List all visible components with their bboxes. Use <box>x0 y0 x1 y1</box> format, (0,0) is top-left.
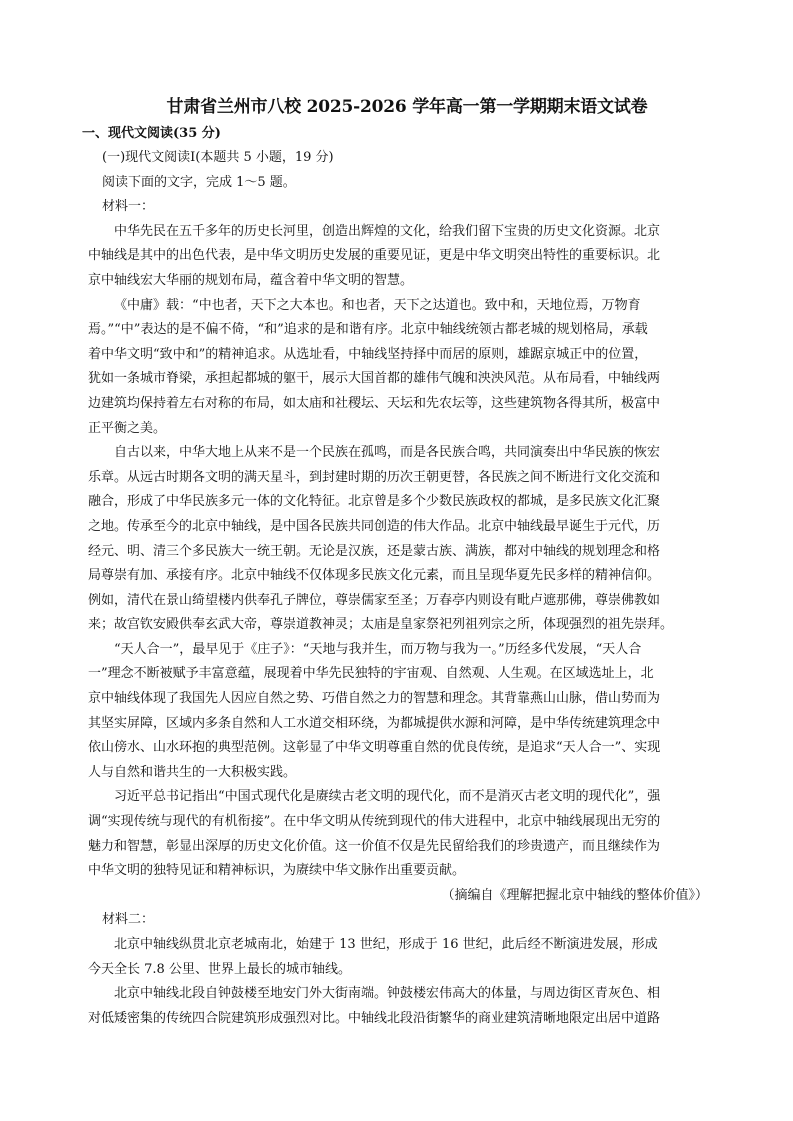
material-two-paragraph-2 <box>88 982 708 1031</box>
text-line: 例如，清代在景山绮望楼内供奉孔子牌位，尊崇儒家至圣；万春亭内则设有毗卢遮那佛，尊崇佛教如 <box>88 592 661 608</box>
material-one-paragraph-3 <box>88 441 708 638</box>
text-line: 融合，形成了中华民族多元一体的文化特征。北京曾是多个少数民族政权的都城，是多民族文化汇聚 <box>88 494 661 510</box>
text-line: 中华文明的独特见证和精神标识，为赓续中华文脉作出重要贡献。 <box>88 863 466 879</box>
material-one-label: 材料一： <box>102 199 155 215</box>
instruction-text: 阅读下面的文字，完成 1～5 题。 <box>102 174 296 190</box>
material-one-paragraph-1 <box>88 220 708 294</box>
material-one-source: （摘编自《理解把握北京中轴线的整体价值》） <box>441 887 708 903</box>
text-line: 北京中轴线纵贯北京老城南北，始建于 13 世纪，形成于 16 世纪，此后经不断演进发展，形成 <box>114 937 658 952</box>
text-line: 《中庸》载：“中也者，天下之大本也。和也者，天下之达道也。致中和，天地位焉，万物育 <box>114 297 641 313</box>
material-two-paragraph-1 <box>88 933 708 982</box>
text-line: 京中轴线宏大华丽的规划布局，蕴含着中华文明的智慧。 <box>88 272 414 288</box>
text-line: 正平衡之美。 <box>88 420 167 436</box>
document-page <box>82 96 708 1031</box>
text-line: 人与自然和谐共生的一大积极实践。 <box>88 764 297 780</box>
material-one-paragraph-2 <box>88 294 708 442</box>
document-title: 甘肃省兰州市八校 2025-2026 学年高一第一学期期末语文试卷 <box>166 97 648 117</box>
material-one-paragraph-5 <box>88 785 708 883</box>
text-line: 自古以来，中华大地上从来不是一个民族在孤鸣，而是各民族合鸣，共同演奏出中华民族的恢宏 <box>114 445 661 461</box>
material-one-paragraph-4 <box>88 638 708 786</box>
text-line: 调“实现传统与现代的有机衔接”。在中华文明从传统到现代的伟大进程中，北京中轴线展现出无穷的 <box>88 814 661 830</box>
text-line: 魅力和智慧，彰显出深厚的历史文化价值。这一价值不仅是先民留给我们的珍贵遗产，而且继续作为 <box>88 838 661 854</box>
text-line: 乐章。从远古时期各文明的满天星斗，到封建时期的历次王朝更替，各民族之间不断进行文化交流和 <box>88 469 661 485</box>
text-line: 依山傍水、山水环抱的典型范例。这彰显了中华文明尊重自然的优良传统，是追求“天人合一”、实现 <box>88 740 661 756</box>
text-line: 北京中轴线北段自钟鼓楼至地安门外大街南端。钟鼓楼宏伟高大的体量，与周边街区青灰色、相 <box>114 986 661 1002</box>
text-line: 京中轴线体现了我国先人因应自然之势、巧借自然之力的智慧和理念。其背靠燕山山脉，借山势而为 <box>88 691 661 707</box>
text-line: 中华先民在五千多年的历史长河里，创造出辉煌的文化，给我们留下宝贵的历史文化资源。北京 <box>114 223 661 239</box>
text-line: 其坚实屏障，区域内多条自然和人工水道交相环绕，为都城提供水源和河障，是中华传统建筑理念中 <box>88 715 661 731</box>
material-two-label: 材料二： <box>102 912 155 928</box>
text-line: 犹如一条城市脊梁，承担起都城的躯干，展示大国首都的雄伟气魄和泱泱风范。从布局看，中轴线两 <box>88 371 661 387</box>
text-line: 来；故宫钦安殿供奉玄武大帝，尊崇道教神灵；太庙是皇家祭祀列祖列宗之所，体现强烈的祖先崇拜。 <box>88 617 674 633</box>
text-line: 边建筑均保持着左右对称的布局，如太庙和社稷坛、天坛和先农坛等，这些建筑物各得其所，极富中 <box>88 395 661 411</box>
text-line: 对低矮密集的传统四合院建筑形成强烈对比。中轴线北段沿街繁华的商业建筑清晰地限定出居中道路 <box>88 1010 661 1026</box>
text-line: 中轴线是其中的出色代表，是中华文明历史发展的重要见证，更是中华文明突出特性的重要标识。北 <box>88 248 661 264</box>
text-line: 习近平总书记指出“中国式现代化是赓续古老文明的现代化，而不是消灭古老文明的现代化”，强 <box>114 789 661 805</box>
text-line: 经元、明、清三个多民族大一统王朝。无论是汉族，还是蒙古族、满族，都对中轴线的规划理念和格 <box>88 543 661 559</box>
text-line: 着中华文明“致中和”的精神追求。从选址看，中轴线坚持择中而居的原则，雄踞京城正中的位置， <box>88 346 648 362</box>
text-line: 今天全长 7.8 公里、世界上最长的城市轴线。 <box>88 961 351 977</box>
text-line: 焉。”“中”表达的是不偏不倚，“和”追求的是和谐有序。北京中轴线统领古都老城的规划格局，承载 <box>88 322 648 338</box>
text-line: 局尊崇有加、承接有序。北京中轴线不仅体现多民族文化元素，而且呈现华夏先民多样的精神信仰。 <box>88 568 661 584</box>
section-heading-reading: 一、现代文阅读(35 分) <box>82 126 221 141</box>
text-line: “天人合一”，最早见于《庄子》：“天地与我并生，而万物与我为一。”历经多代发展，“天人合 <box>114 641 642 657</box>
text-line: 一”理念不断被赋予丰富意蕴，展现着中华先民独特的宇宙观、自然观、人生观。在区域选址上，北 <box>88 666 654 682</box>
subsection-heading: (一)现代文阅读Ⅰ(本题共 5 小题，19 分) <box>102 150 334 165</box>
text-line: 之地。传承至今的北京中轴线，是中国各民族共同创造的伟大作品。北京中轴线最早诞生于元代，历 <box>88 518 661 534</box>
